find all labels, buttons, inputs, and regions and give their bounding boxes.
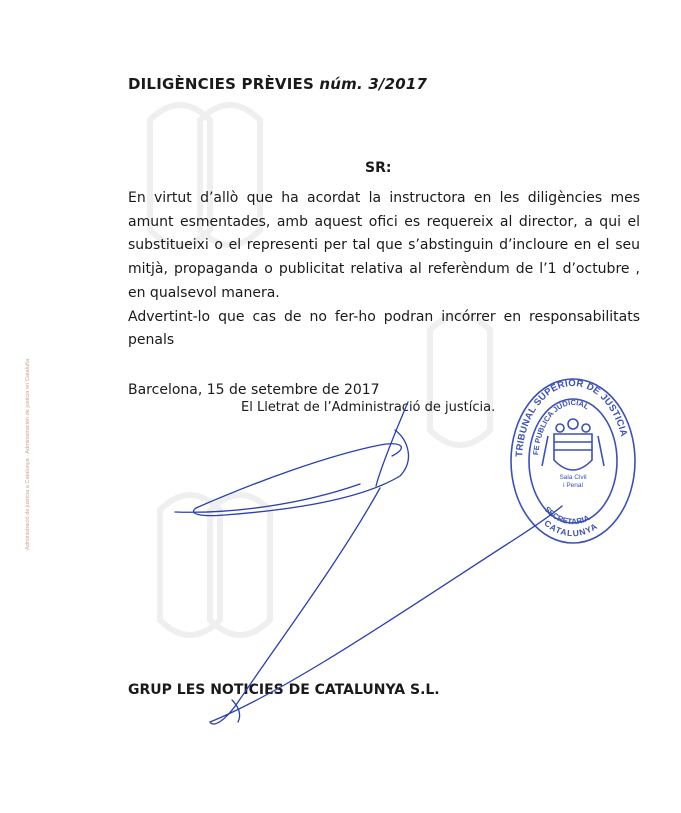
recipient-name: GRUP LES NOTICIES DE CATALUNYA S.L. [128, 682, 440, 698]
seal-center-text: i Penal [563, 482, 583, 489]
seal-outer-text: TRIBUNAL SUPERIOR DE JUSTICIA [514, 377, 630, 458]
seal-inner-text: FE PUBLICA JUDICIAL [531, 397, 591, 456]
court-seal-stamp [508, 376, 638, 546]
seal-bottom-text: SECRETARIA [542, 504, 591, 527]
document-body [128, 187, 640, 353]
document-heading [128, 75, 427, 93]
salutation: SR: [365, 160, 392, 176]
heading-number: núm. 3/2017 [319, 75, 428, 93]
svg-text:TRIBUNAL SUPERIOR DE JUSTICIA [514, 378, 629, 457]
heading-prefix: DILIGÈNCIES PRÈVIES [128, 75, 314, 93]
body-paragraph: En virtut d’allò que ha acordat la instructora en les diligències mes amunt esmentades, amb aquest ofici es requereix al director, a qui el substitueixi o el representi per tal que s’abstinguin d’incloure en el seu mitjà, propaganda o publicitat relativa al referèndum de l’1 d’octubre , en qualsevol manera. [128, 190, 640, 301]
body-paragraph: Advertint-lo que cas de no fer-ho podran incórrer en responsabilitats penals [128, 308, 640, 349]
seal-bottom-text: CATALUNYA [542, 517, 600, 539]
seal-center-text: Sala Civil [559, 474, 587, 481]
place-date: Barcelona, 15 de setembre de 2017 [128, 382, 380, 398]
side-margin-text: Administració de justícia a Catalunya · Administración de justicia en Cataluña [25, 358, 31, 550]
signatory-title: El Lletrat de l’Administració de justícia. [241, 400, 496, 415]
